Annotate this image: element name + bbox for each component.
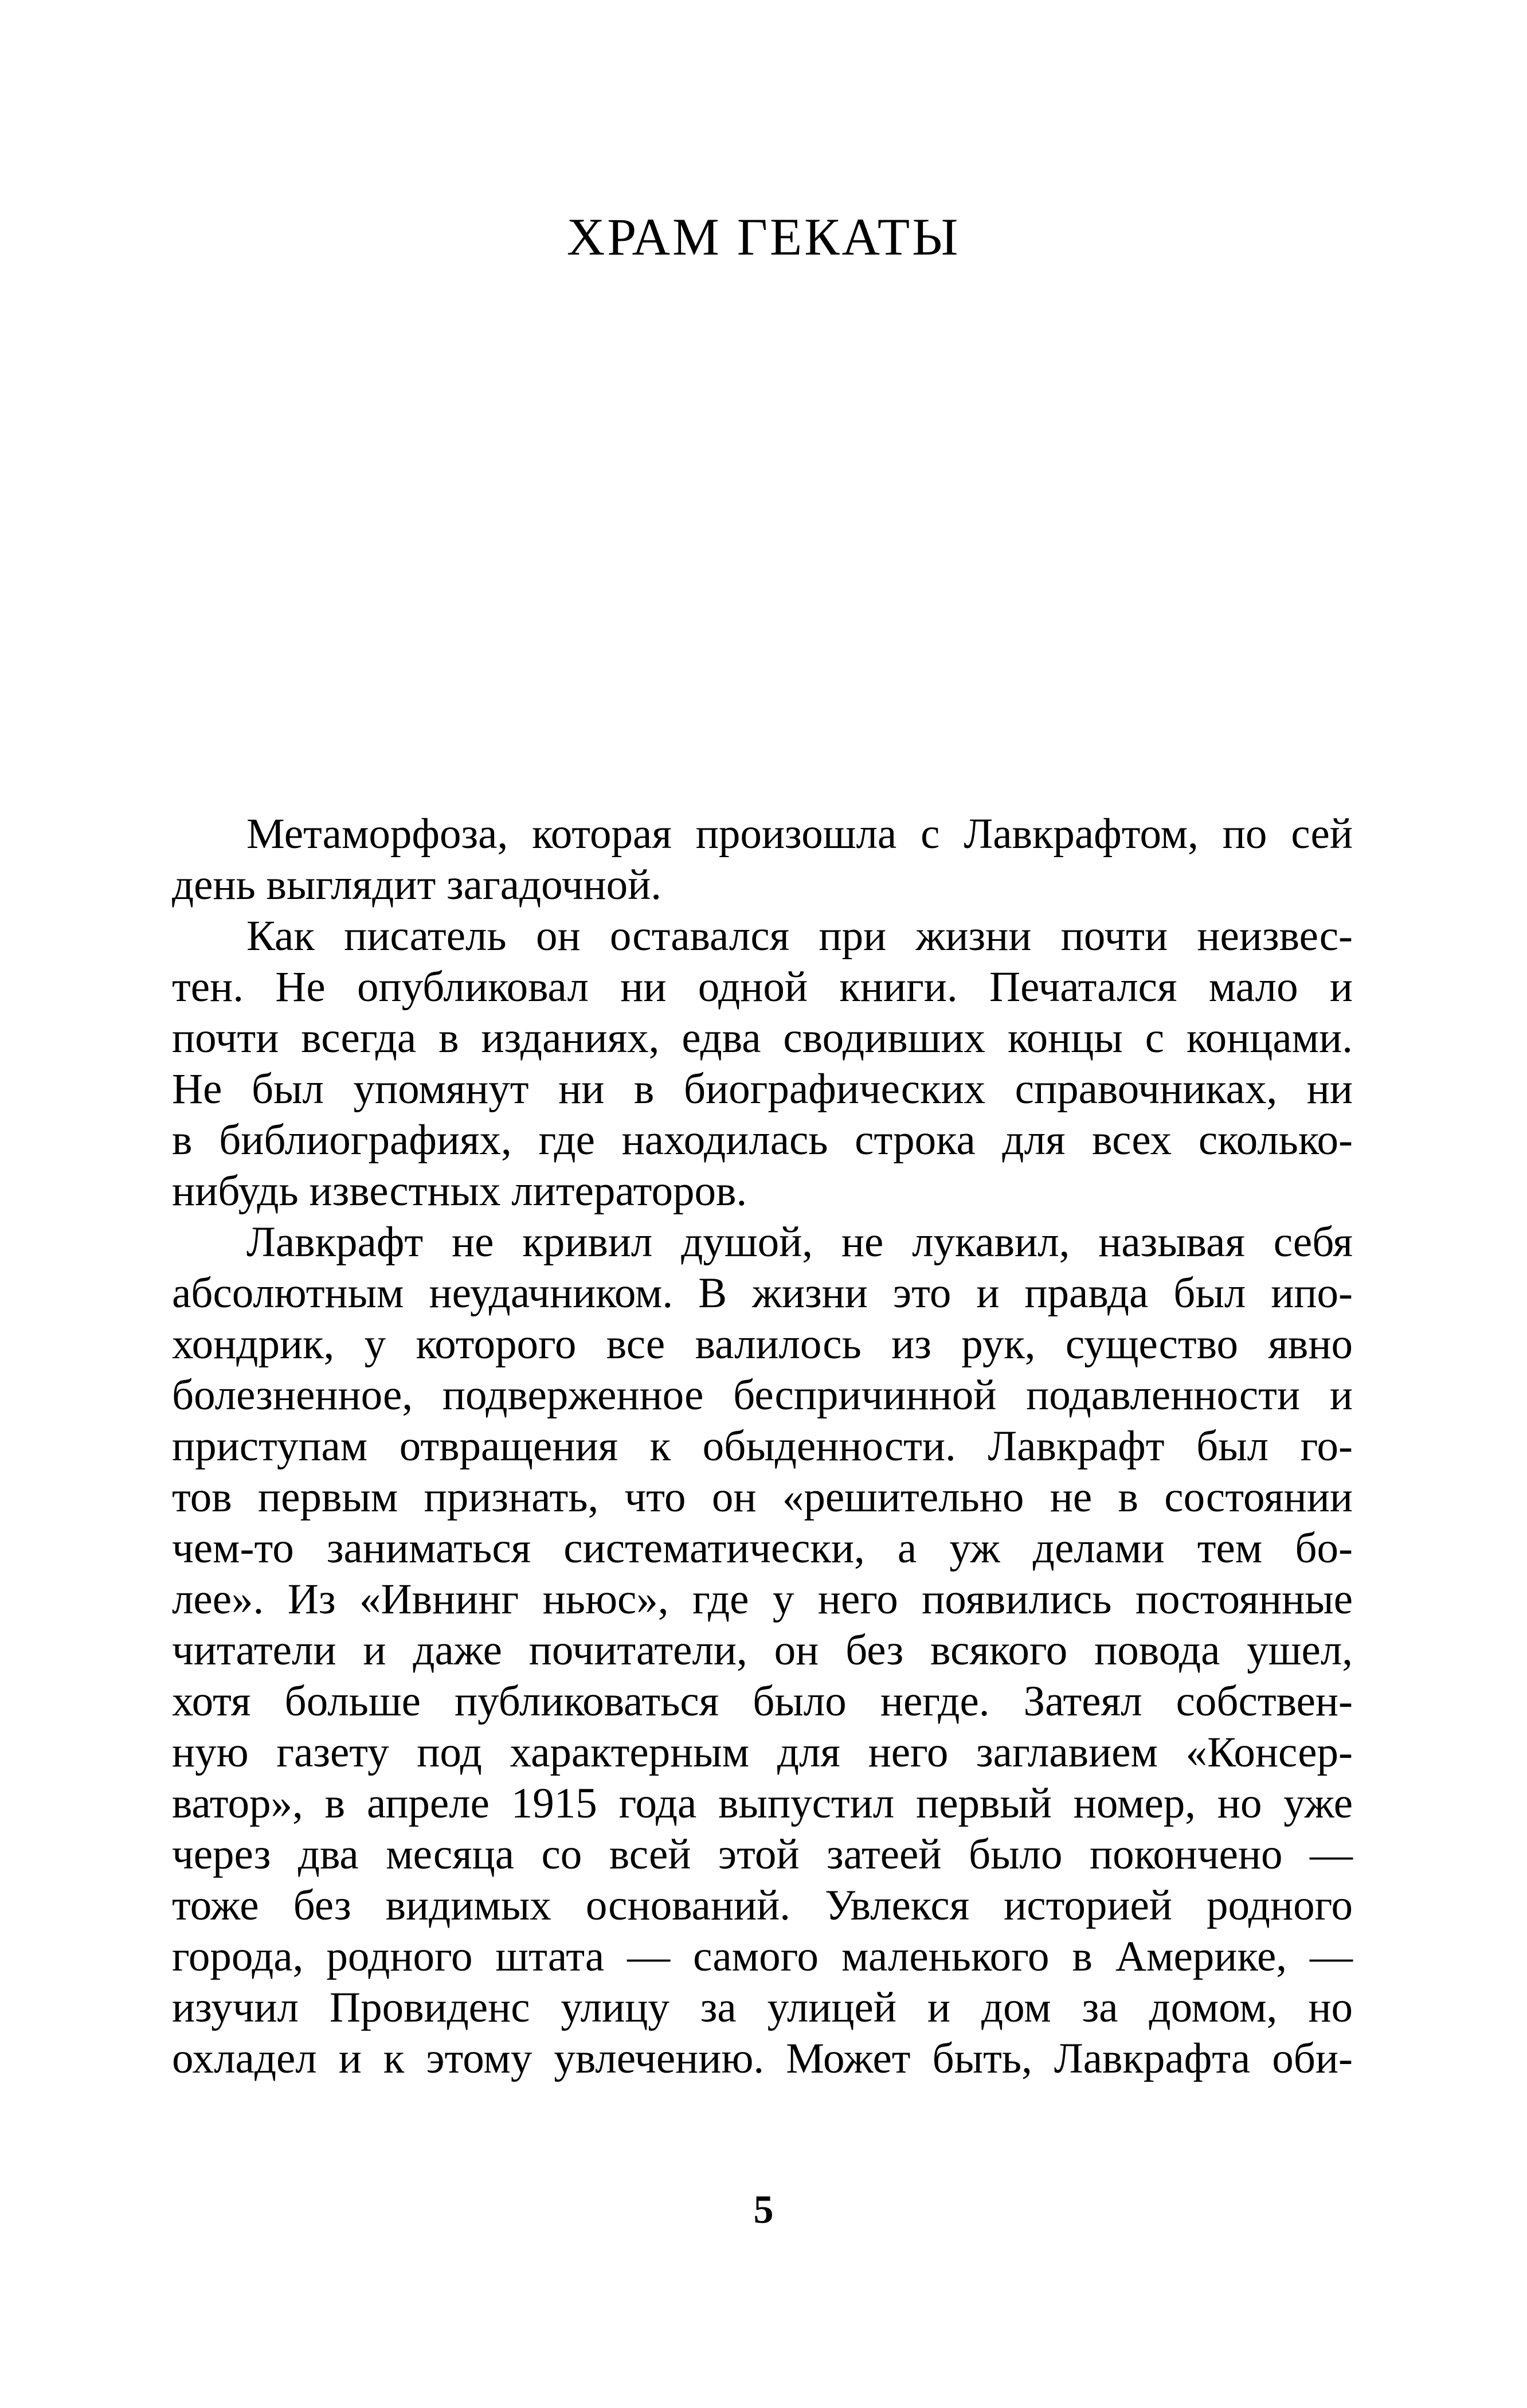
text-line: нибудь известных литераторов. (172, 1167, 747, 1215)
text-line: приступам отвращения к обыденности. Лавкрафт был го- (172, 1422, 1353, 1470)
text-line: через два месяца со всей этой затеей было покончено — (172, 1831, 1353, 1878)
text-line: города, родного штата — самого маленького в Америке, — (172, 1933, 1353, 1980)
text-line: хотя больше публиковаться было негде. Затеял собствен- (172, 1678, 1353, 1725)
text-line: лее». Из «Ивнинг ньюс», где у него появились постоянные (172, 1576, 1353, 1623)
body-text (172, 808, 1353, 2084)
page-number: 5 (753, 2188, 774, 2232)
text-line: день выглядит загадочной. (172, 861, 661, 909)
text-line: изучил Провиденс улицу за улицей и дом за домом, но (172, 1984, 1353, 2031)
text-line: тен. Не опубликовал ни одной книги. Печатался мало и (172, 963, 1353, 1011)
chapter-title: ХРАМ ГЕКАТЫ (566, 208, 961, 266)
text-line: охладел и к этому увлечению. Может быть, Лавкрафта оби- (172, 2035, 1353, 2082)
text-line: почти всегда в изданиях, едва сводивших концы с концами. (172, 1014, 1353, 1062)
text-line: Как писатель он оставался при жизни почти неизвес- (246, 912, 1353, 960)
text-line: тоже без видимых оснований. Увлекся историей родного (172, 1882, 1353, 1929)
text-line: Лавкрафт не кривил душой, не лукавил, называя себя (246, 1218, 1353, 1266)
text-line: в библиографиях, где находилась строка для всех сколько- (172, 1116, 1353, 1164)
text-line: ватор», в апреле 1915 года выпустил первый номер, но уже (172, 1780, 1353, 1827)
text-line: тов первым признать, что он «решительно не в состоянии (172, 1473, 1353, 1521)
text-line: абсолютным неудачником. В жизни это и правда был ипо- (172, 1269, 1353, 1317)
text-line: болезненное, подверженное беспричинной подавленности и (172, 1371, 1353, 1419)
text-line: хондрик, у которого все валилось из рук, существо явно (172, 1320, 1353, 1368)
text-line: Метаморфоза, которая произошла с Лавкрафтом, по сей (246, 810, 1353, 858)
text-line: чем-то заниматься систематически, а уж делами тем бо- (172, 1524, 1353, 1572)
text-line: Не был упомянут ни в биографических справочниках, ни (172, 1065, 1353, 1113)
text-line: ную газету под характерным для него заглавием «Консер- (172, 1729, 1353, 1776)
text-line: читатели и даже почитатели, он без всякого повода ушел, (172, 1627, 1353, 1674)
